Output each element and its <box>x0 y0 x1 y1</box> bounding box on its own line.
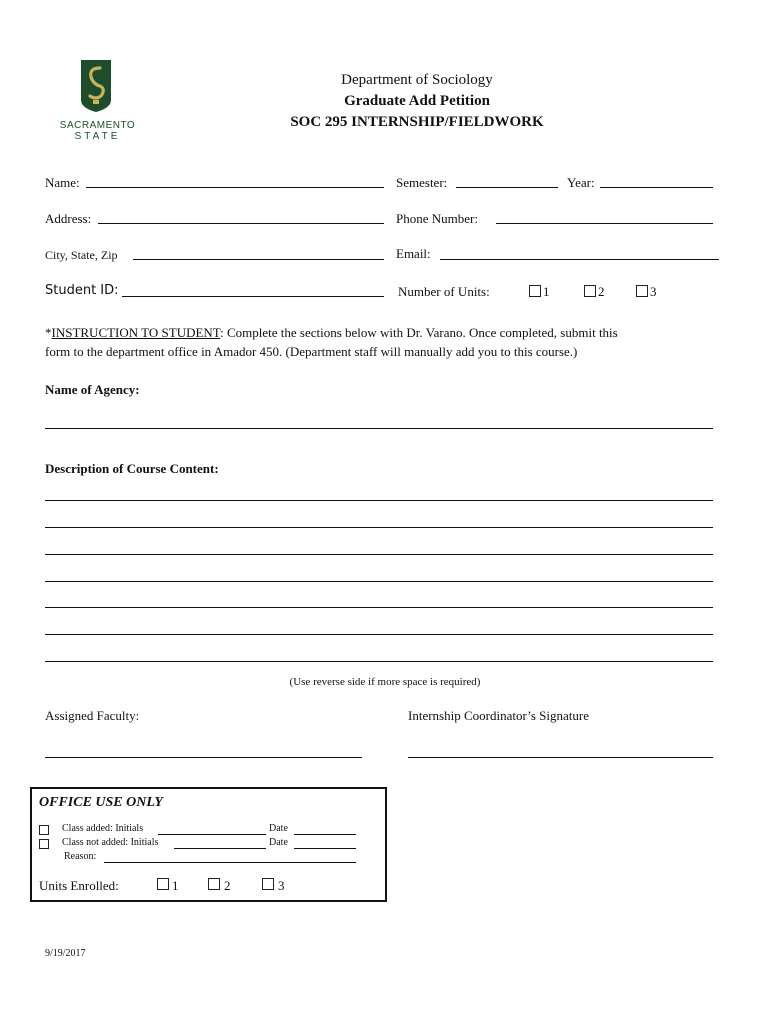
assigned-faculty-field[interactable] <box>45 757 362 758</box>
enrolled-unit-3-label: 3 <box>278 878 285 893</box>
unit-3-checkbox[interactable] <box>636 285 648 297</box>
instruction-text <box>45 323 735 361</box>
unit-2-label: 2 <box>598 284 605 299</box>
class-not-added-date-label: Date <box>269 837 288 848</box>
city-label: City, State, Zip <box>45 248 118 262</box>
coordinator-signature-label: Internship Coordinator’s Signature <box>408 708 590 723</box>
description-line[interactable] <box>45 527 713 528</box>
description-line[interactable] <box>45 634 713 635</box>
class-added-initials-field[interactable] <box>158 834 266 835</box>
class-added-checkbox[interactable] <box>39 825 49 835</box>
description-line[interactable] <box>45 661 713 662</box>
instruction-line1: : Complete the sections below with Dr. Varano. Once completed, submit this <box>220 325 618 340</box>
class-not-added-checkbox[interactable] <box>39 839 49 849</box>
reverse-side-note: (Use reverse side if more space is required) <box>289 676 481 688</box>
course-title: SOC 295 INTERNSHIP/FIELDWORK <box>290 114 544 130</box>
office-use-box <box>30 787 387 902</box>
class-added-date-label: Date <box>269 823 288 834</box>
class-added-label: Class added: Initials <box>62 823 144 834</box>
office-use-title: OFFICE USE ONLY <box>39 795 163 810</box>
assigned-faculty-label: Assigned Faculty: <box>45 708 140 723</box>
description-line[interactable] <box>45 581 713 582</box>
agency-label: Name of Agency: <box>45 382 140 397</box>
class-not-added-initials-field[interactable] <box>174 848 266 849</box>
enrolled-unit-1-label: 1 <box>172 878 179 893</box>
description-line[interactable] <box>45 607 713 608</box>
address-field[interactable] <box>98 223 384 224</box>
name-label: Name: <box>45 175 80 190</box>
enrolled-unit-2-checkbox[interactable] <box>208 878 220 890</box>
department-name: Department of Sociology <box>341 72 493 88</box>
unit-3-label: 3 <box>650 284 657 299</box>
reason-label: Reason: <box>64 851 97 862</box>
year-label: Year: <box>567 175 595 190</box>
agency-field[interactable] <box>45 428 713 429</box>
unit-1-label: 1 <box>543 284 550 299</box>
coordinator-signature-field[interactable] <box>408 757 713 758</box>
unit-2-checkbox[interactable] <box>584 285 596 297</box>
reason-field[interactable] <box>104 862 356 863</box>
class-not-added-date-field[interactable] <box>294 848 356 849</box>
description-line[interactable] <box>45 554 713 555</box>
enrolled-unit-3-checkbox[interactable] <box>262 878 274 890</box>
semester-field[interactable] <box>456 187 558 188</box>
student-id-field[interactable] <box>122 296 384 297</box>
year-field[interactable] <box>600 187 713 188</box>
city-field[interactable] <box>133 259 384 260</box>
semester-label: Semester: <box>396 175 448 190</box>
form-title: Graduate Add Petition <box>344 93 490 109</box>
instruction-heading: INSTRUCTION TO STUDENT <box>51 325 221 340</box>
description-label: Description of Course Content: <box>45 461 219 476</box>
phone-label: Phone Number: <box>396 211 478 226</box>
units-label: Number of Units: <box>398 284 490 299</box>
phone-field[interactable] <box>496 223 713 224</box>
units-enrolled-label: Units Enrolled: <box>39 878 119 893</box>
address-label: Address: <box>45 211 92 226</box>
email-field[interactable] <box>440 259 719 260</box>
enrolled-unit-2-label: 2 <box>224 878 231 893</box>
instruction-prefix: * <box>45 325 52 340</box>
class-not-added-label: Class not added: Initials <box>62 837 159 848</box>
logo-text-line2: STATE <box>74 131 121 142</box>
footer-date: 9/19/2017 <box>45 948 86 959</box>
enrolled-unit-1-checkbox[interactable] <box>157 878 169 890</box>
name-field[interactable] <box>86 187 384 188</box>
logo-text-line1: SACRAMENTO <box>59 120 136 131</box>
email-label: Email: <box>396 246 431 261</box>
class-added-date-field[interactable] <box>294 834 356 835</box>
instruction-line2: form to the department office in Amador 450. (Department staff will manually add you to this course.) <box>45 344 578 359</box>
unit-1-checkbox[interactable] <box>529 285 541 297</box>
student-id-label: Student ID: <box>45 283 119 298</box>
description-line[interactable] <box>45 500 713 501</box>
